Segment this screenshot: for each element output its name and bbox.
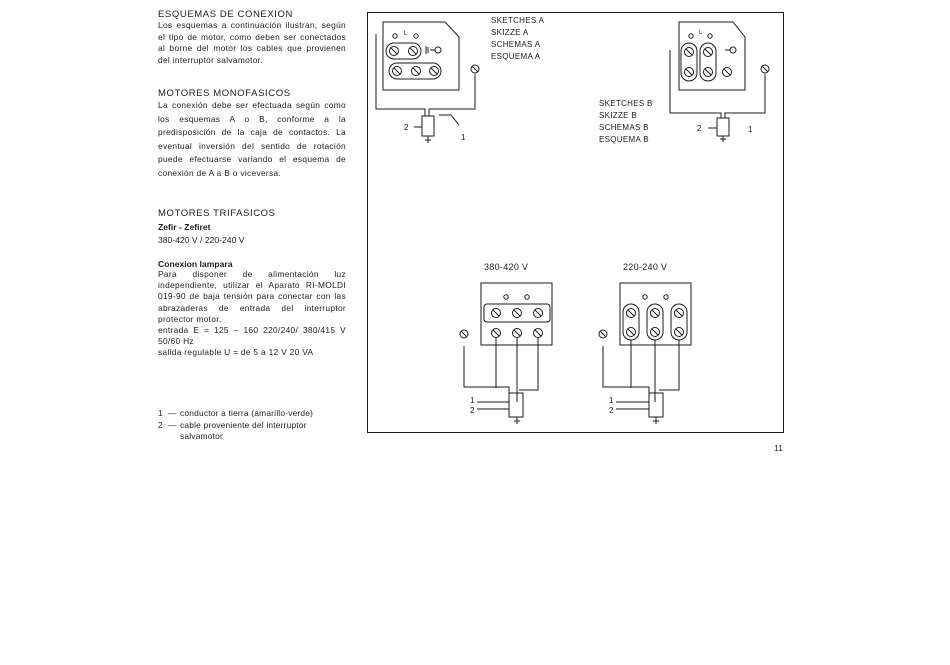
sketch-a-label-4: ESQUEMA A xyxy=(491,52,541,61)
voltage-label-left: 380-420 V xyxy=(484,262,529,272)
three-phase-heading: MOTORES TRIFASICOS xyxy=(158,208,276,219)
single-phase-heading: MOTORES MONOFASICOS xyxy=(158,88,291,99)
voltage-label-right: 220-240 V xyxy=(623,262,668,272)
legend-item-2-dash: — xyxy=(168,419,177,430)
sketch-b-label-1: SKETCHES B xyxy=(599,99,653,108)
lamp-paragraph: Para disponer de alimentación luz independiente, utilizar el Aparato RI-MOLDI 019-90 de baja tensión para conectar con las abrazaderas de entrada del interruptor protector motor. xyxy=(158,269,346,324)
lamp-output-line: salida regulable U = de 5 a 12 V 20 VA xyxy=(158,347,314,358)
scheme-b-wiring xyxy=(670,50,769,142)
legend-item-2 xyxy=(158,420,346,443)
single-phase-section xyxy=(158,88,346,181)
three-phase-380-label-1: 1 xyxy=(470,396,475,405)
legend-item-1-number: 1 xyxy=(158,408,163,418)
scheme-a-terminal-box xyxy=(383,22,459,90)
schemes-section xyxy=(158,9,346,66)
legend-item-1 xyxy=(158,408,346,420)
scheme-b-terminal-l: L xyxy=(699,30,703,36)
three-phase-models: Zefir - Zefiret xyxy=(158,222,211,232)
scheme-b-label-1: 1 xyxy=(748,125,753,134)
three-phase-220-label-2: 2 xyxy=(609,406,614,415)
sketch-a-label-3: SCHEMAS A xyxy=(491,40,541,49)
sketch-b-label-2: SKIZZE B xyxy=(599,111,637,120)
lamp-input-line: entrada E = 125 – 160 220/240/ 380/415 V 50/60 Hz xyxy=(158,325,346,347)
lamp-section xyxy=(158,259,346,359)
single-phase-paragraph: La conexión debe ser efectuada según como los esquemas A o B, conforme a la predisposición de la caja de contactos. La eventual inversión del sentido de rotación puede efectuarse variando el esquema de conexión de A a B o viceversa. xyxy=(158,100,346,178)
legend-item-1-dash: — xyxy=(168,408,177,418)
legend-item-2-text: cable proveniente del interruptor salvamotor xyxy=(180,419,307,441)
sketch-a-label-2: SKIZZE A xyxy=(491,28,529,37)
wiring-diagrams-figure xyxy=(367,12,785,434)
schemes-heading: ESQUEMAS DE CONEXION xyxy=(158,9,293,20)
sketch-b-label-3: SCHEMAS B xyxy=(599,123,649,132)
legend xyxy=(158,408,346,443)
scheme-b-terminal-box xyxy=(679,22,745,90)
figure-frame xyxy=(368,13,784,433)
scheme-a-label-1: 1 xyxy=(461,133,466,142)
schemes-paragraph: Los esquemas a continuación ilustran, según el tipo de motor, como deben ser conectados al borne del motor los cables que provienen del interruptor salvamotor. xyxy=(158,20,346,65)
page-number: 11 xyxy=(774,443,783,453)
three-phase-380-label-2: 2 xyxy=(470,406,475,415)
scheme-b-label-2: 2 xyxy=(697,124,702,133)
scheme-a-terminal-l: L xyxy=(404,31,408,37)
sketch-b-label-4: ESQUEMA B xyxy=(599,135,649,144)
three-phase-voltage: 380-420 V / 220-240 V xyxy=(158,235,245,245)
sketch-a-label-1: SKETCHES A xyxy=(491,16,545,25)
three-phase-220-label-1: 1 xyxy=(609,396,614,405)
legend-item-1-text: conductor a tierra (amarillo-verde) xyxy=(180,408,314,418)
lamp-heading: Conexion lampara xyxy=(158,259,233,269)
three-phase-section xyxy=(158,208,346,245)
scheme-a-label-2: 2 xyxy=(404,123,409,132)
legend-item-2-number: 2 xyxy=(158,419,163,430)
